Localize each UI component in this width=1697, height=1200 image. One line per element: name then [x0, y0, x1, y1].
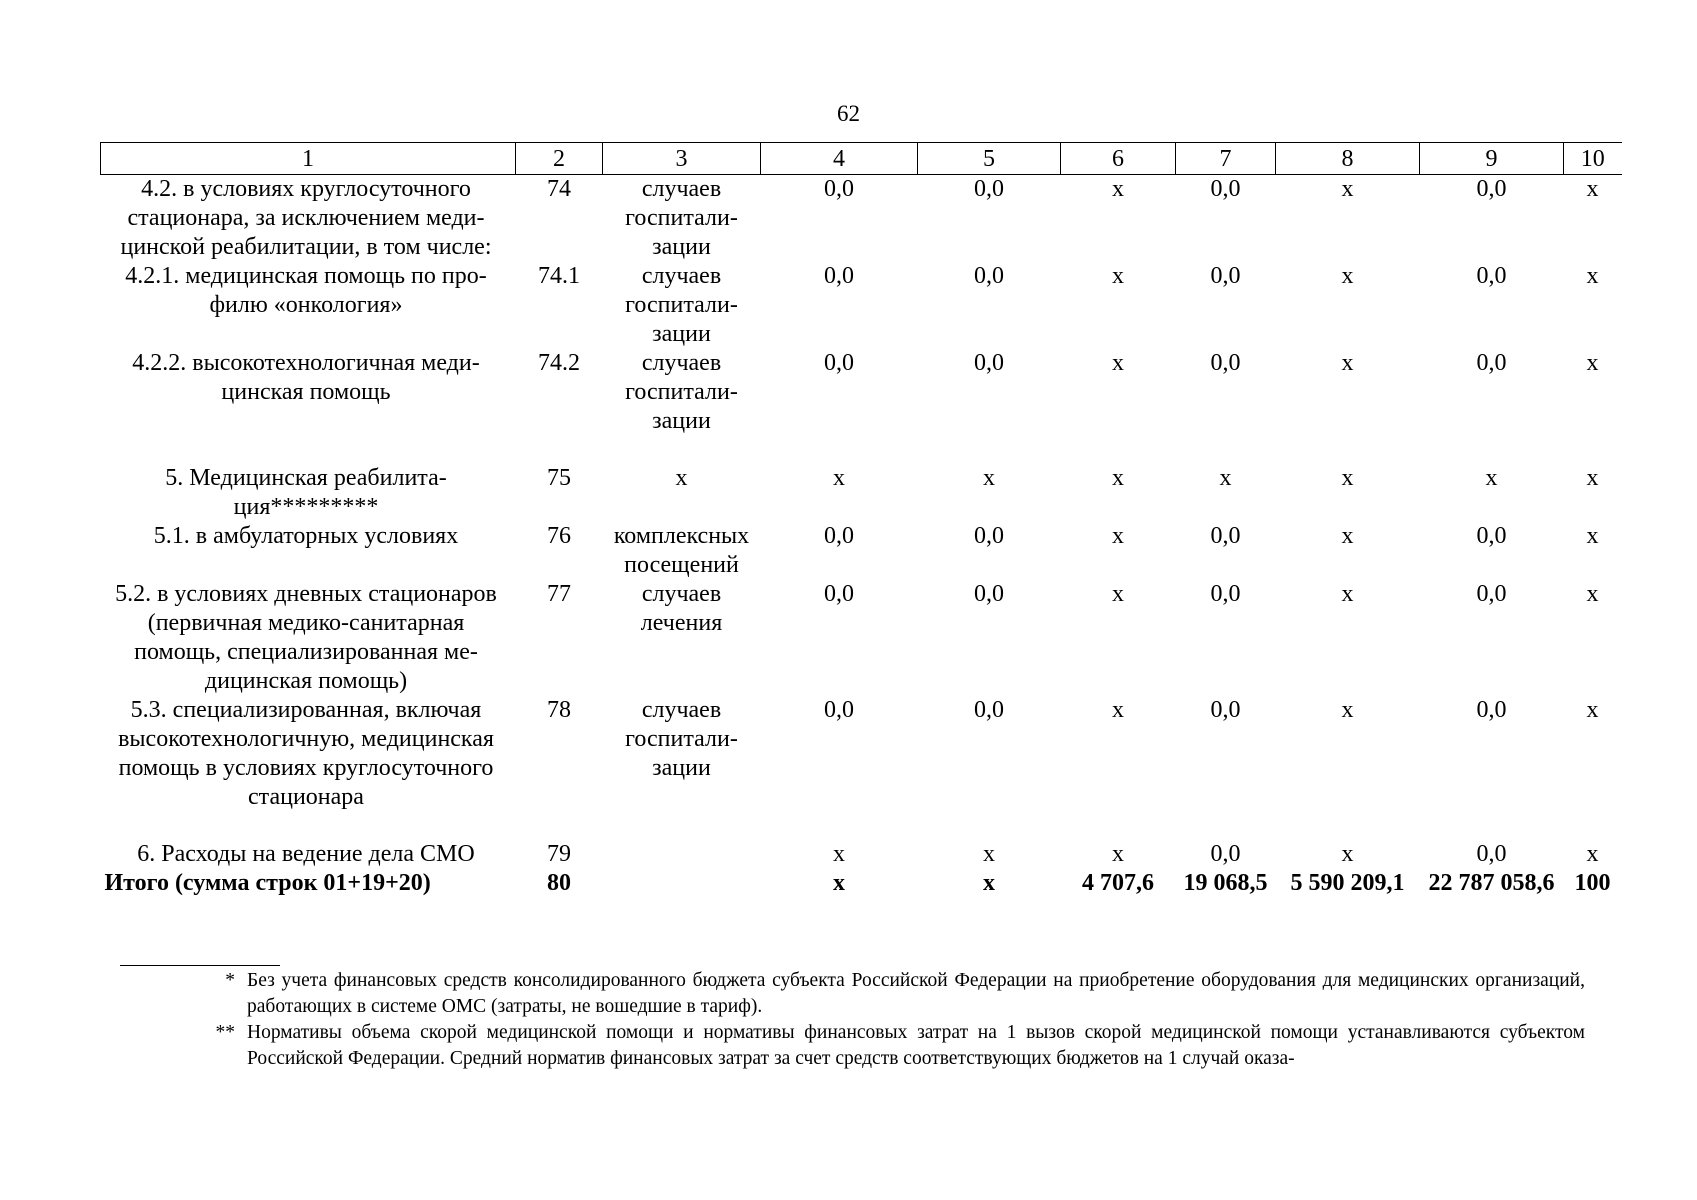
page-number: 62	[837, 101, 860, 126]
cell-col5: 0,0	[974, 350, 1004, 376]
total-col4: х	[833, 870, 845, 896]
total-col7: 19 068,5	[1183, 870, 1268, 896]
total-row	[101, 869, 1622, 898]
row-unit: случаев госпитализации	[625, 176, 738, 260]
row-unit: случаев лечения	[640, 581, 723, 636]
total-col9: 22 787 058,6	[1428, 870, 1555, 896]
row-description: 5.3. специализированная, включая высокотехнологичную, медицинская помощь в условиях круглосуточного стационара	[118, 697, 494, 810]
cell-col8: х	[1341, 697, 1354, 723]
cell-col4: х	[833, 465, 845, 491]
cell-col7: 0,0	[1210, 523, 1241, 549]
column-header: 7	[1176, 143, 1276, 175]
table-row	[101, 580, 1622, 696]
table-row	[101, 522, 1622, 580]
cell-col10: х	[1586, 350, 1599, 376]
cell-col4: х	[833, 841, 845, 867]
cell-col9: 0,0	[1476, 841, 1507, 867]
row-description: 5.1. в амбулаторных условиях	[153, 523, 459, 549]
cell-col8: х	[1341, 350, 1354, 376]
table-header-row	[101, 143, 1622, 175]
row-code: 77	[547, 581, 571, 607]
total-unit	[603, 869, 761, 898]
cell-col10: х	[1586, 176, 1599, 202]
cell-col9: 0,0	[1476, 697, 1507, 723]
cell-col8: х	[1341, 465, 1354, 491]
footnote	[190, 968, 1585, 1020]
row-unit: случаев госпитализации	[625, 697, 738, 781]
cell-col9: 0,0	[1476, 581, 1507, 607]
row-code: 76	[547, 523, 571, 549]
column-header: 1	[101, 143, 516, 175]
cell-col10: х	[1586, 523, 1599, 549]
table-row	[101, 349, 1622, 464]
financial-table	[100, 142, 1622, 898]
cell-col4: 0,0	[824, 581, 854, 607]
row-description: 4.2.2. высокотехнологичная медицинская помощь	[132, 350, 480, 405]
column-header: 2	[516, 143, 603, 175]
cell-col6: х	[1112, 263, 1124, 289]
cell-col5: х	[983, 465, 995, 491]
footnote-divider	[120, 965, 280, 966]
cell-col10: х	[1586, 581, 1599, 607]
footnote	[190, 1020, 1585, 1072]
column-header: 9	[1420, 143, 1564, 175]
cell-col7: 0,0	[1210, 176, 1241, 202]
cell-col9: 0,0	[1476, 176, 1507, 202]
cell-col6: х	[1112, 350, 1124, 376]
cell-col8: х	[1341, 581, 1354, 607]
footnote-text: Без учета финансовых средств консолидированного бюджета субъекта Российской Федерации на приобретение оборудования для медицинских организаций, работающих в системе ОМС (затраты, не вошедшие в тариф).	[247, 970, 1585, 1017]
table-row	[101, 175, 1622, 263]
row-description: 4.2.1. медицинская помощь по профилю «онкология»	[125, 263, 487, 318]
column-header: 5	[918, 143, 1061, 175]
cell-col7: 0,0	[1210, 350, 1241, 376]
cell-col5: 0,0	[974, 523, 1004, 549]
row-unit: случаев госпитализации	[625, 350, 738, 434]
cell-col7: 0,0	[1210, 581, 1241, 607]
row-unit	[603, 840, 761, 869]
cell-col7: х	[1219, 465, 1232, 491]
cell-col6: х	[1112, 465, 1124, 491]
cell-col5: 0,0	[974, 263, 1004, 289]
cell-col6: х	[1112, 581, 1124, 607]
cell-col10: х	[1586, 465, 1599, 491]
row-code: 74	[547, 176, 571, 202]
column-header: 10	[1564, 143, 1622, 175]
cell-col5: 0,0	[974, 176, 1004, 202]
cell-col5: 0,0	[974, 697, 1004, 723]
total-col8: 5 590 209,1	[1290, 870, 1405, 896]
table-row	[101, 262, 1622, 349]
cell-col8: х	[1341, 263, 1354, 289]
footnotes	[190, 968, 1585, 1072]
cell-col6: х	[1112, 841, 1124, 867]
cell-col6: х	[1112, 523, 1124, 549]
cell-col10: х	[1586, 697, 1599, 723]
cell-col4: 0,0	[824, 263, 854, 289]
cell-col7: 0,0	[1210, 263, 1241, 289]
total-col10: 100	[1574, 870, 1611, 896]
cell-col8: х	[1341, 523, 1354, 549]
footnote-mark: **	[215, 1022, 235, 1043]
row-unit: случаев госпитализации	[625, 263, 738, 347]
row-code: 75	[547, 465, 571, 491]
row-description: 6. Расходы на ведение дела СМО	[137, 841, 475, 867]
total-code: 80	[547, 870, 571, 896]
total-col6: 4 707,6	[1082, 870, 1154, 896]
row-code: 74.2	[538, 350, 580, 376]
table-row	[101, 696, 1622, 840]
cell-col10: х	[1586, 263, 1599, 289]
cell-col8: х	[1341, 176, 1354, 202]
cell-col4: 0,0	[824, 350, 854, 376]
column-header: 6	[1061, 143, 1176, 175]
cell-col7: 0,0	[1210, 841, 1241, 867]
row-unit: х	[675, 465, 688, 491]
table-row	[101, 464, 1622, 522]
cell-col4: 0,0	[824, 697, 854, 723]
cell-col4: 0,0	[824, 523, 854, 549]
cell-col5: х	[983, 841, 995, 867]
table-row	[101, 840, 1622, 869]
total-col5: х	[983, 870, 995, 896]
row-code: 78	[547, 697, 571, 723]
row-description: 4.2. в условиях круглосуточного стационара, за исключением медицинской реабилитации, в том числе:	[120, 176, 492, 260]
cell-col8: х	[1341, 841, 1354, 867]
cell-col9: 0,0	[1476, 263, 1507, 289]
row-code: 74.1	[538, 263, 580, 289]
cell-col9: х	[1485, 465, 1498, 491]
row-description: 5. Медицинская реабилитация*********	[165, 465, 447, 520]
row-code: 79	[547, 841, 571, 867]
footnote-mark: *	[225, 970, 235, 991]
column-header: 3	[603, 143, 761, 175]
row-unit: комплексных посещений	[613, 523, 750, 578]
cell-col10: х	[1586, 841, 1599, 867]
cell-col9: 0,0	[1476, 523, 1507, 549]
cell-col6: х	[1112, 176, 1124, 202]
column-header: 4	[761, 143, 918, 175]
cell-col5: 0,0	[974, 581, 1004, 607]
cell-col4: 0,0	[824, 176, 854, 202]
footnote-text: Нормативы объема скорой медицинской помощи и нормативы финансовых затрат на 1 вызов скорой медицинской помощи устанавливаются субъектом Российской Федерации. Средний норматив финансовых затрат за счет средств соответствующих бюджетов на 1 случай оказа-	[247, 1022, 1585, 1069]
row-description: 5.2. в условиях дневных стационаров (первичная медико-санитарная помощь, специализированная медицинская помощь)	[115, 581, 497, 694]
total-description: Итого (сумма строк 01+19+20)	[104, 870, 431, 896]
cell-col9: 0,0	[1476, 350, 1507, 376]
cell-col7: 0,0	[1210, 697, 1241, 723]
cell-col6: х	[1112, 697, 1124, 723]
column-header: 8	[1276, 143, 1420, 175]
